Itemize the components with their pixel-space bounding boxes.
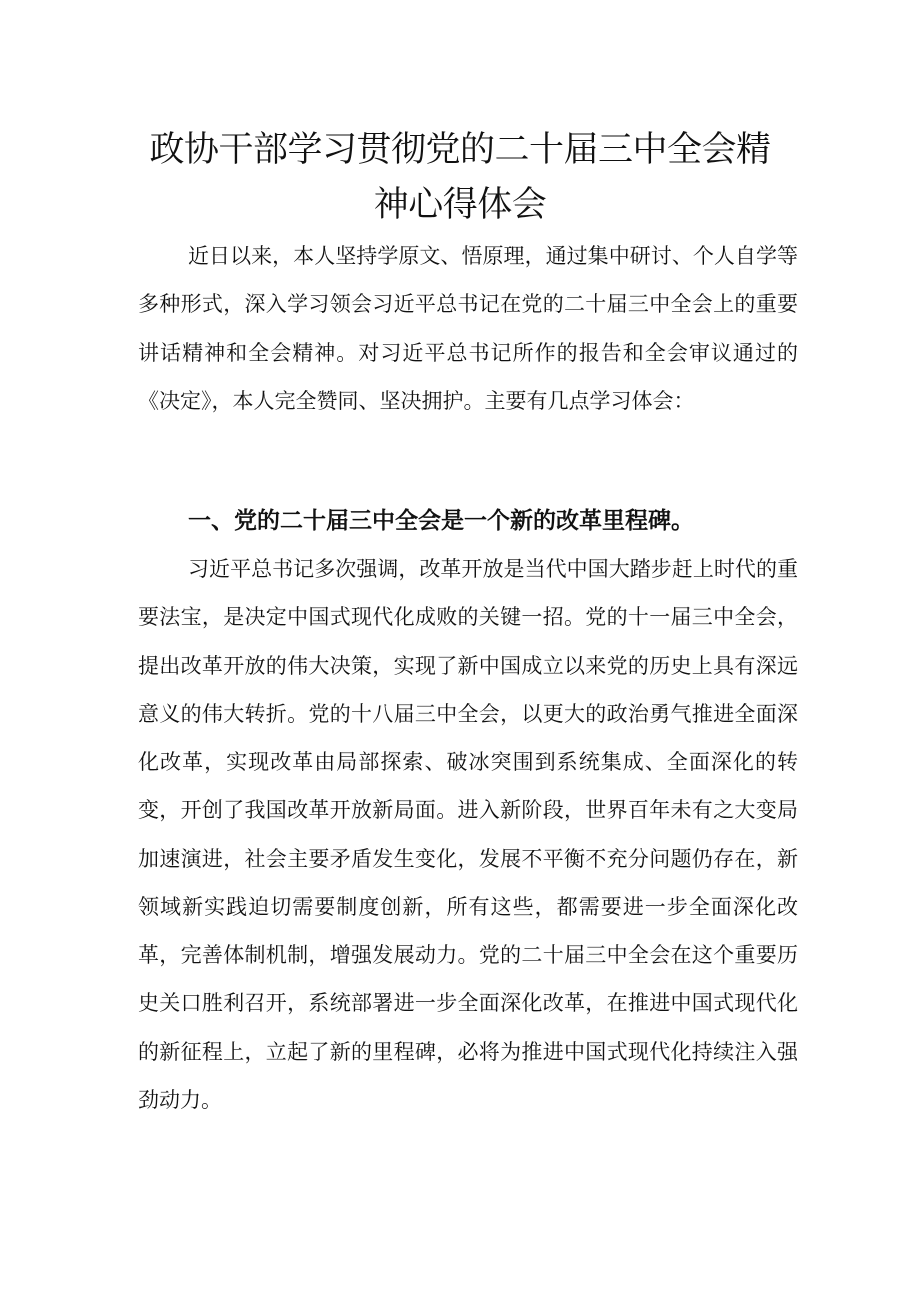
document-title-line-1: 政协干部学习贯彻党的二十届三中全会精 [149, 130, 771, 170]
section-1-paragraph: 习近平总书记多次强调，改革开放是当代中国大踏步赶上时代的重要法宝，是决定中国式现代化成败的关键一招。党的十一届三中全会，提出改革开放的伟大决策，实现了新中国成立以来党的历史上具有深远意义的伟大转折。党的十八届三中全会，以更大的政治勇气推进全面深化改革，实现改革由局部探索、破冰突围到系统集成、全面深化的转变，开创了我国改革开放新局面。进入新阶段，世界百年未有之大变局加速演进，社会主要矛盾发生变化，发展不平衡不充分问题仍存在，新领域新实践迫切需要制度创新，所有这些，都需要进一步全面深化改革，完善体制机制，增强发展动力。党的二十届三中全会在这个重要历史关口胜利召开，系统部署进一步全面深化改革，在推进中国式现代化的新征程上，立起了新的里程碑，必将为推进中国式现代化持续注入强劲动力。 [138, 557, 798, 1112]
section-heading-1: 一、党的二十届三中全会是一个新的改革里程碑。 [188, 508, 694, 534]
intro-paragraph: 近日以来，本人坚持学原文、悟原理，通过集中研讨、个人自学等多种形式，深入学习领会习近平总书记在党的二十届三中全会上的重要讲话精神和全会精神。对习近平总书记所作的报告和全会审议通过的《决定》，本人完全赞同、坚决拥护。主要有几点学习体会： [138, 244, 798, 413]
document-title-line-2: 神心得体会 [373, 185, 547, 225]
